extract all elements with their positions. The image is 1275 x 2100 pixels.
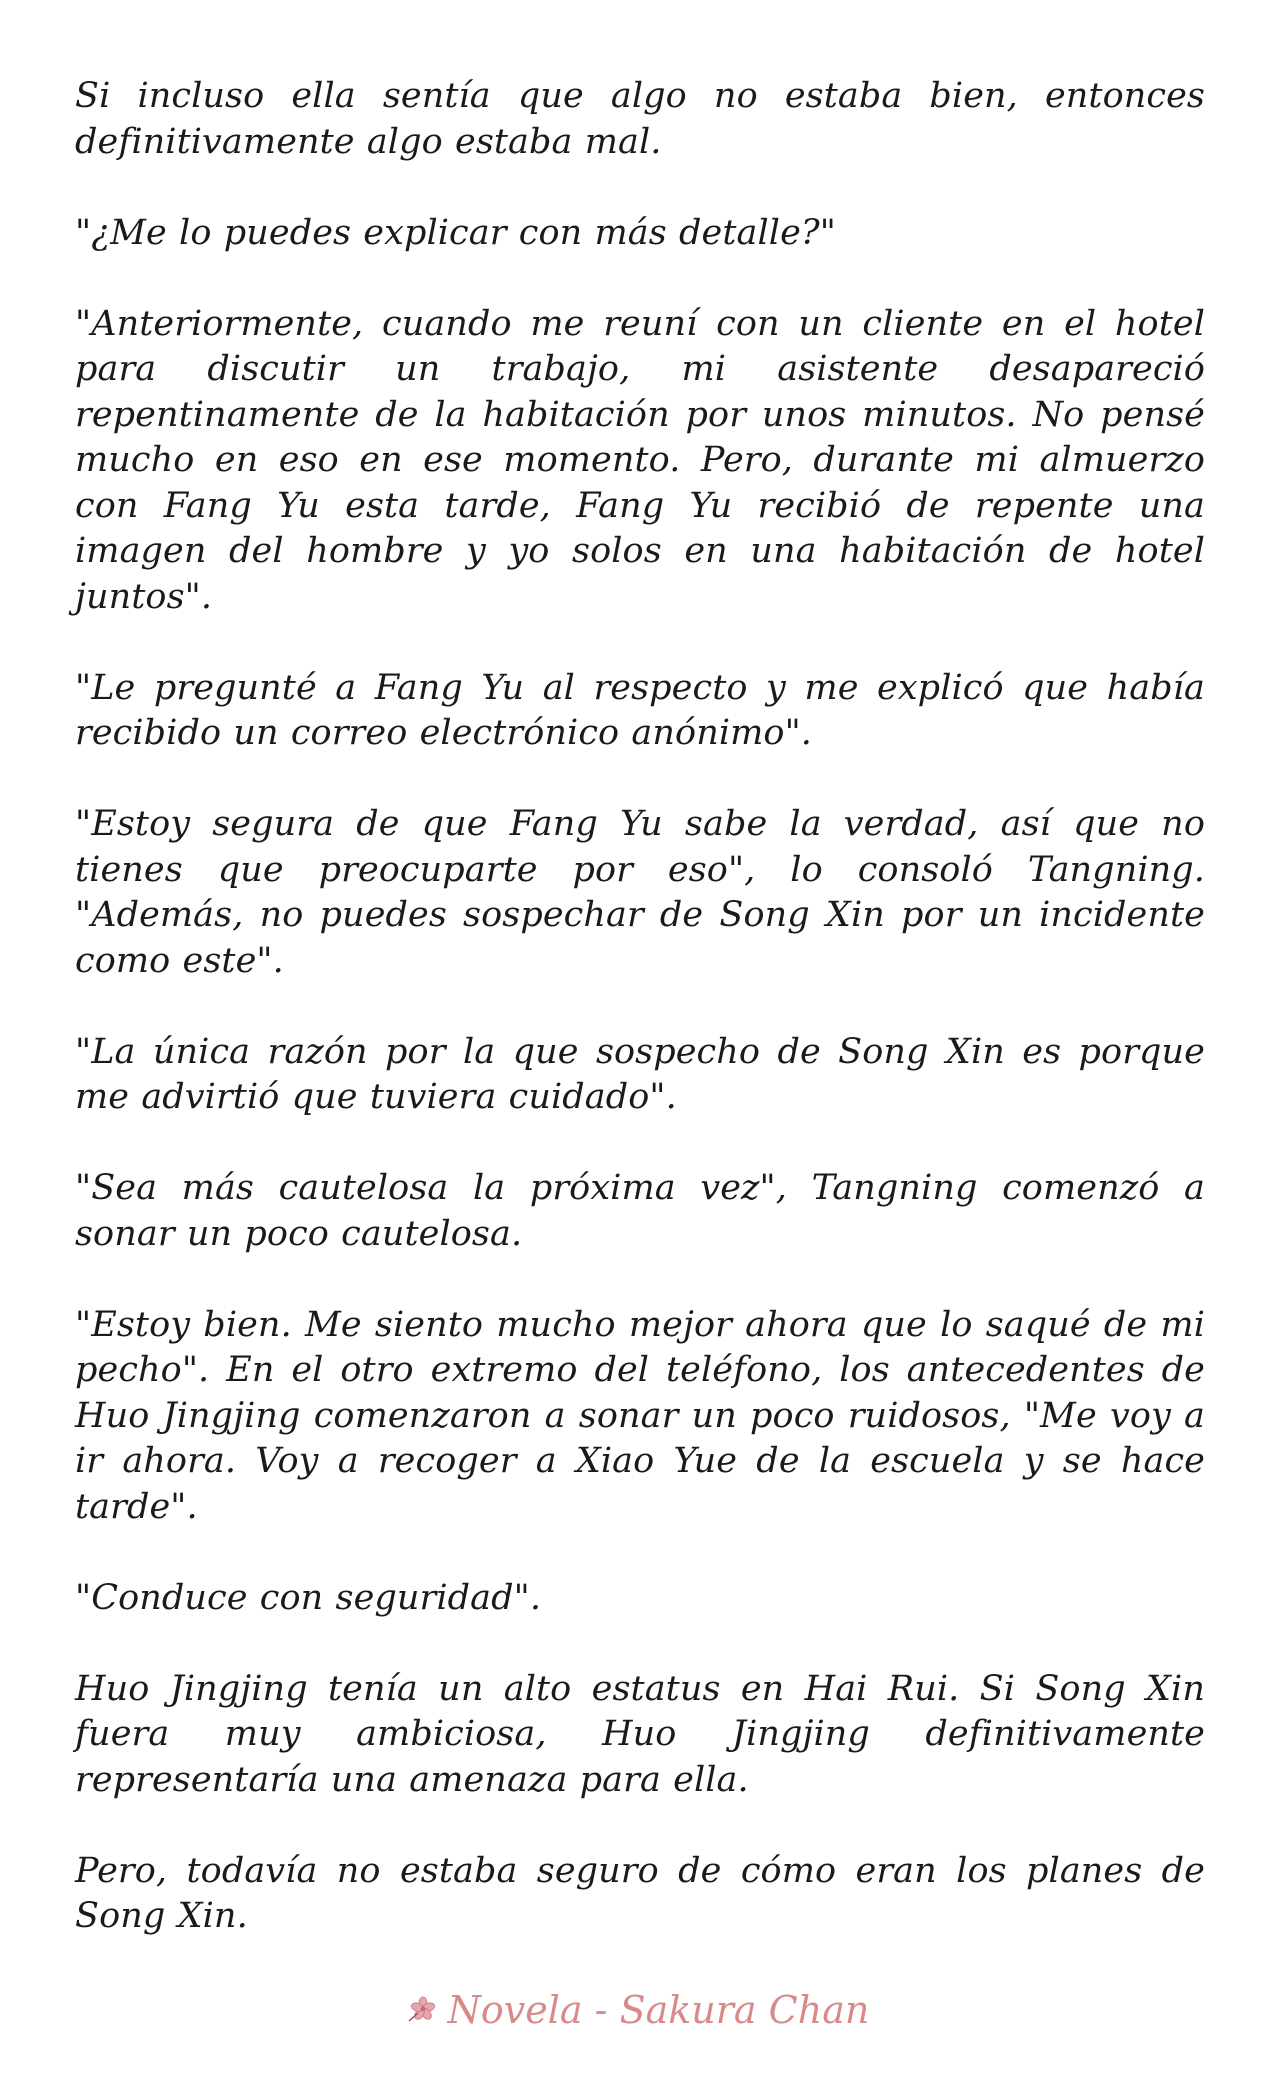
paragraph-1: Si incluso ella sentía que algo no estaba bien, entonces definitivamente algo estaba mal. [75, 76, 1205, 162]
paragraph-10: Huo Jingjing tenía un alto estatus en Hai Rui. Si Song Xin fuera muy ambiciosa, Huo Jingjing definitivamente representaría una amenaza para ella. [75, 1668, 1205, 1800]
watermark-footer [0, 1985, 1275, 2035]
paragraph-8: "Estoy bien. Me siento mucho mejor ahora que lo saqué de mi pecho". En el otro extremo del teléfono, los antecedentes de Huo Jingjing comenzaron a sonar un poco ruidosos, "Me voy a ir ahora. Voy a recoger a Xiao Yue de la escuela y se hace tarde". [75, 1304, 1205, 1527]
sakura-flower-icon [406, 1995, 440, 2025]
paragraph-4: "Le pregunté a Fang Yu al respecto y me explicó que había recibido un correo electrónico anónimo". [75, 667, 1205, 753]
document-body [75, 74, 1205, 1985]
paragraph-2: "¿Me lo puedes explicar con más detalle?" [75, 212, 836, 253]
paragraph-3: "Anteriormente, cuando me reuní con un cliente en el hotel para discutir un trabajo, mi asistente desapareció repentinamente de la habitación por unos minutos. No pensé mucho en eso en ese momento. Pero, durante mi almuerzo con Fang Yu esta tarde, Fang Yu recibió de repente una imagen del hombre y yo solos en una habitación de hotel juntos". [75, 303, 1205, 617]
paragraph-5: "Estoy segura de que Fang Yu sabe la verdad, así que no tienes que preocuparte por eso", lo consoló Tangning. "Además, no puedes sospechar de Song Xin por un incidente como este". [75, 804, 1205, 981]
watermark-text: Novela - Sakura Chan [447, 1988, 870, 2032]
paragraph-11: Pero, todavía no estaba seguro de cómo eran los planes de Song Xin. [75, 1850, 1205, 1936]
paragraph-9: "Conduce con seguridad". [75, 1577, 542, 1618]
paragraph-7: "Sea más cautelosa la próxima vez", Tangning comenzó a sonar un poco cautelosa. [75, 1168, 1205, 1254]
paragraph-6: "La única razón por la que sospecho de Song Xin es porque me advirtió que tuviera cuidado". [75, 1031, 1205, 1117]
